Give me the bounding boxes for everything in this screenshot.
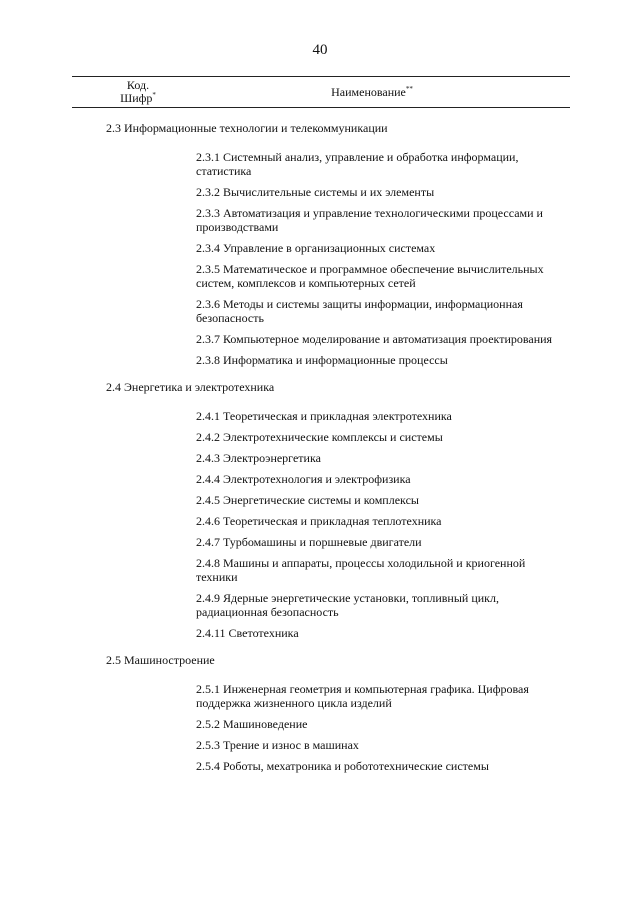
list-item: 2.3.3 Автоматизация и управление технологическими процессами и производствами bbox=[196, 206, 543, 234]
list-item: 2.5.1 Инженерная геометрия и компьютерная графика. Цифровая поддержка жизненного цикла изделий bbox=[196, 682, 529, 710]
list-item: 2.3.6 Методы и системы защиты информации, информационная безопасность bbox=[196, 297, 523, 325]
list-item: 2.4.9 Ядерные энергетические установки, топливный цикл, радиационная безопасность bbox=[196, 591, 499, 619]
list-item: 2.4.8 Машины и аппараты, процессы холодильной и криогенной техники bbox=[196, 556, 526, 584]
code-label: Код. bbox=[126, 78, 150, 92]
section-items-2-4 bbox=[196, 409, 566, 640]
cipher-footnote-mark: * bbox=[152, 91, 156, 99]
list-item: 2.3.1 Системный анализ, управление и обработка информации, статистика bbox=[196, 150, 519, 178]
list-item: 2.3.2 Вычислительные системы и их элементы bbox=[196, 185, 435, 199]
list-item: 2.5.3 Трение и износ в машинах bbox=[196, 738, 359, 752]
list-item: 2.4.2 Электротехнические комплексы и системы bbox=[196, 430, 443, 444]
list-item: 2.3.5 Математическое и программное обеспечение вычислительных систем, комплексов и компьютерных сетей bbox=[196, 262, 544, 290]
column-header-name: Наименование** bbox=[331, 85, 413, 99]
list-item: 2.5.2 Машиноведение bbox=[196, 717, 308, 731]
list-item: 2.4.4 Электротехнология и электрофизика bbox=[196, 472, 411, 486]
section-items-2-3 bbox=[196, 150, 566, 367]
list-item: 2.4.7 Турбомашины и поршневые двигатели bbox=[196, 535, 422, 549]
table-header bbox=[72, 76, 570, 108]
section-heading-2-4: 2.4 Энергетика и электротехника bbox=[106, 380, 275, 394]
list-item: 2.3.8 Информатика и информационные процессы bbox=[196, 353, 448, 367]
list-item: 2.4.6 Теоретическая и прикладная теплотехника bbox=[196, 514, 442, 528]
column-header-code bbox=[78, 79, 198, 105]
page-number: 40 bbox=[312, 42, 328, 58]
section-items-2-5 bbox=[196, 682, 566, 773]
list-item: 2.5.4 Роботы, мехатроника и робототехнические системы bbox=[196, 759, 489, 773]
list-item: 2.4.11 Светотехника bbox=[196, 626, 299, 640]
list-item: 2.3.7 Компьютерное моделирование и автоматизация проектирования bbox=[196, 332, 553, 346]
section-heading-2-3: 2.3 Информационные технологии и телекоммуникации bbox=[106, 121, 388, 135]
list-item: 2.4.5 Энергетические системы и комплексы bbox=[196, 493, 419, 507]
cipher-label: Шифр* bbox=[120, 91, 156, 105]
specialty-list bbox=[0, 121, 640, 786]
list-item: 2.4.1 Теоретическая и прикладная электротехника bbox=[196, 409, 452, 423]
name-footnote-mark: ** bbox=[405, 85, 413, 93]
list-item: 2.4.3 Электроэнергетика bbox=[196, 451, 321, 465]
section-heading-2-5: 2.5 Машиностроение bbox=[106, 653, 215, 667]
list-item: 2.3.4 Управление в организационных системах bbox=[196, 241, 436, 255]
